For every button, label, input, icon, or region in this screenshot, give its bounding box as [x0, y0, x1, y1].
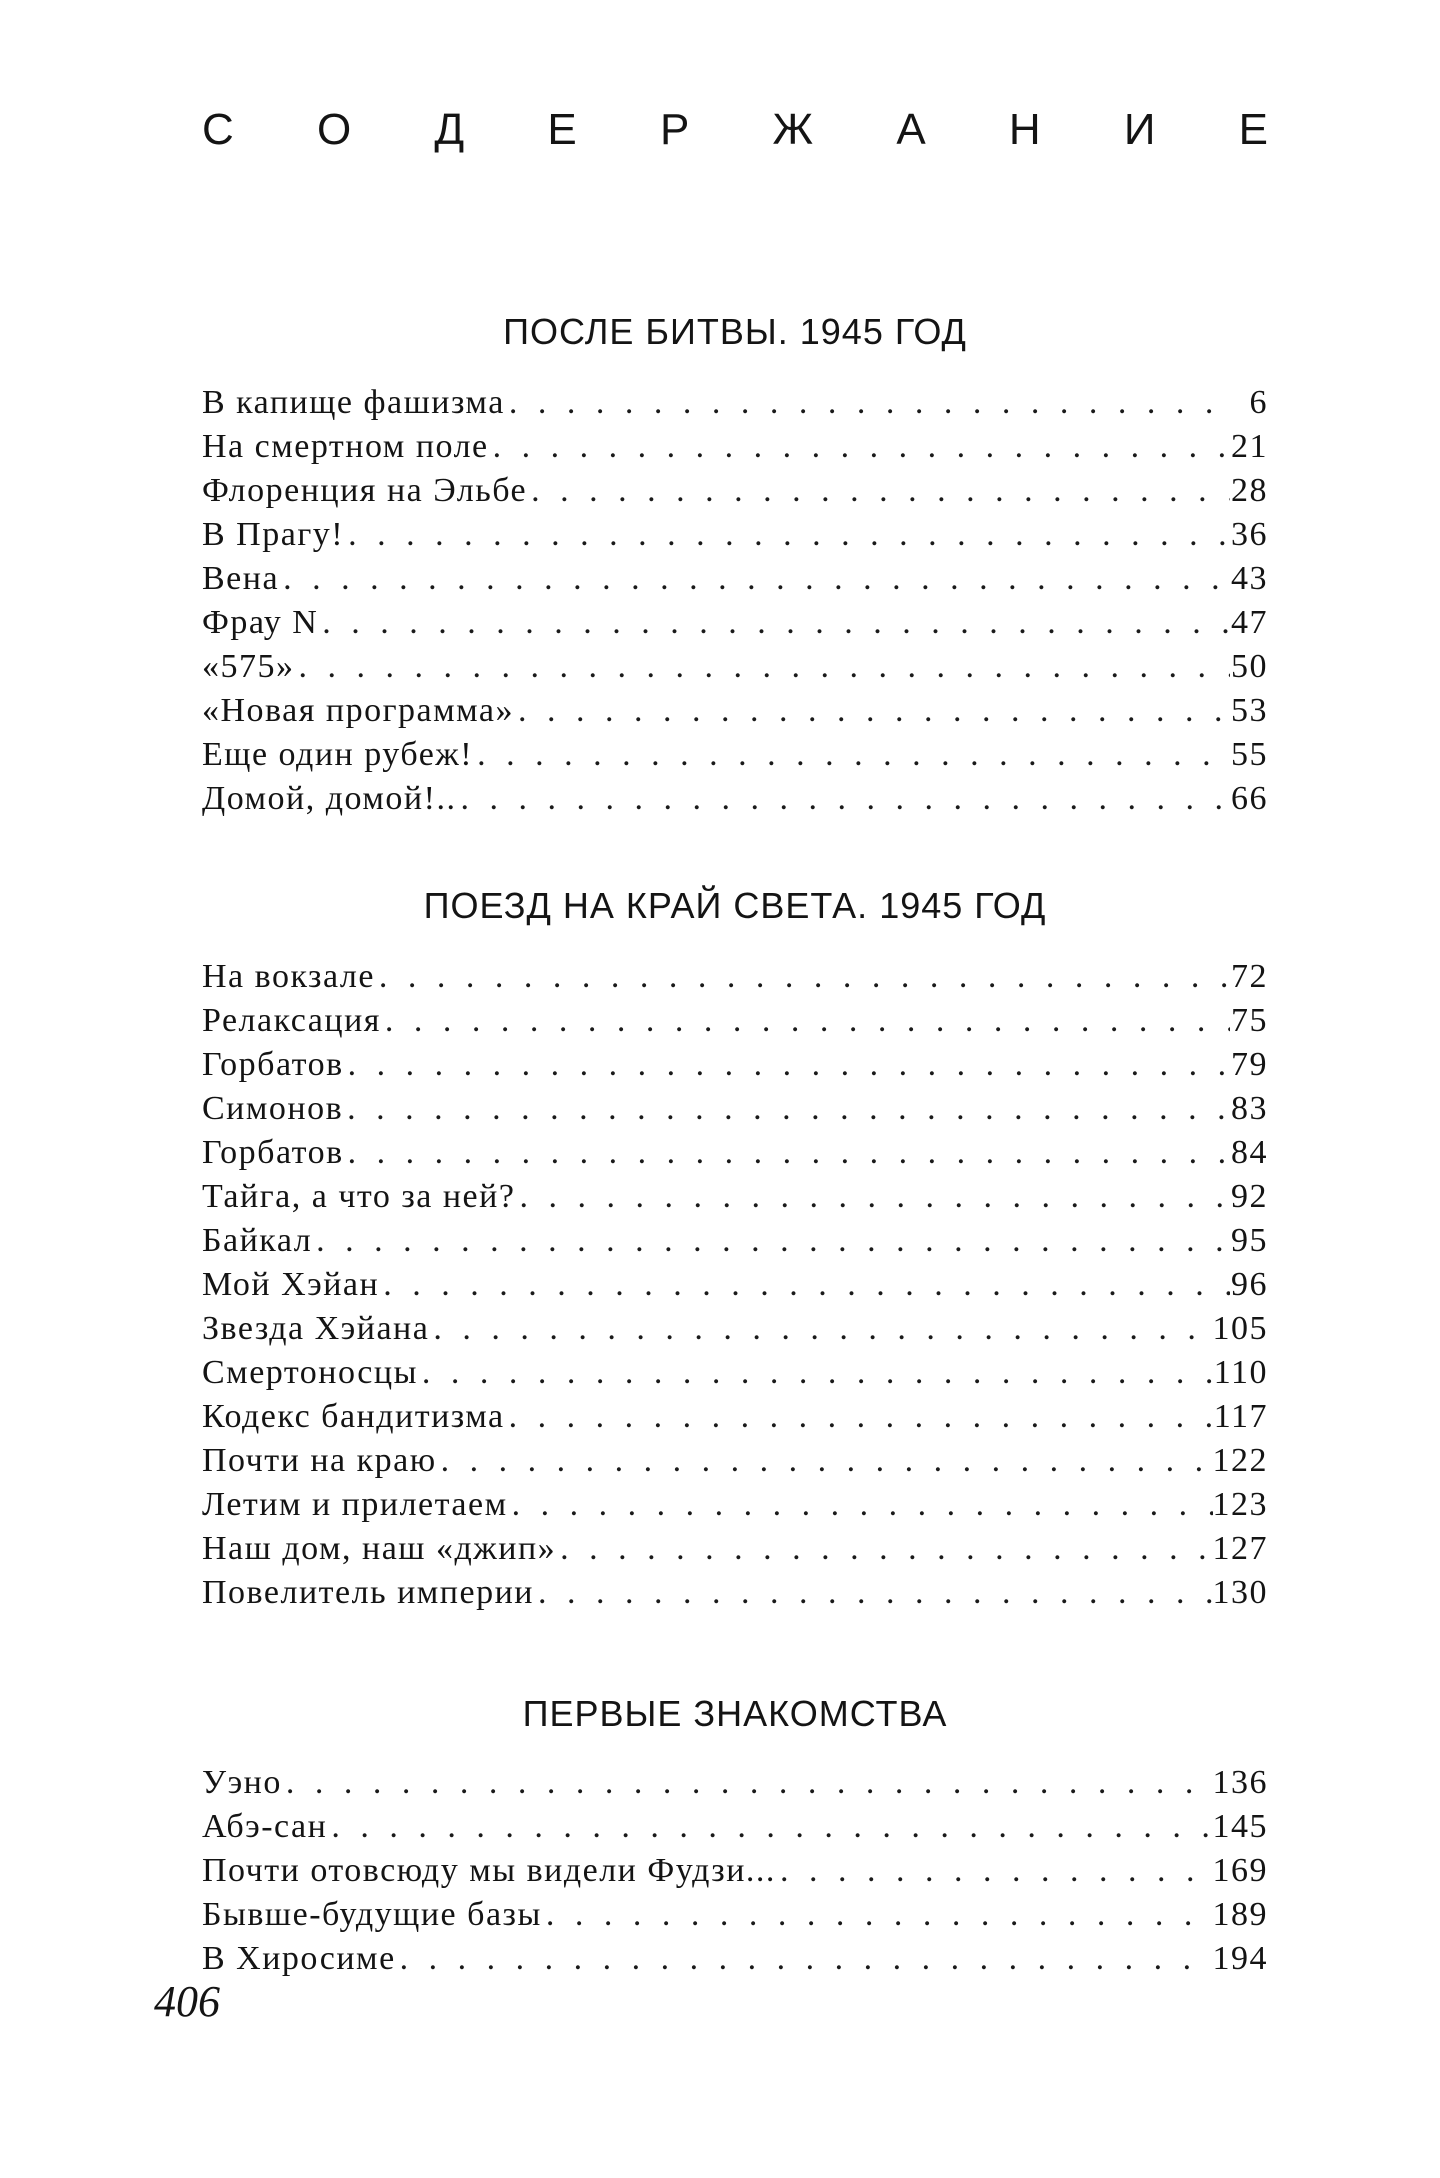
toc-entry	[202, 689, 1268, 733]
toc-entry	[202, 1263, 1268, 1307]
page-number: 406	[154, 1977, 220, 2026]
dot-leader	[429, 1307, 1212, 1351]
toc-entry	[202, 1761, 1268, 1805]
toc-entry-title: Симонов	[202, 1090, 344, 1127]
dot-leader	[343, 1087, 1230, 1131]
dot-leader	[396, 1937, 1213, 1981]
page-title-letter: Ж	[772, 105, 814, 154]
dot-leader	[437, 1439, 1213, 1483]
toc-entry-title: Флоренция на Эльбе	[202, 472, 528, 509]
dot-leader	[505, 381, 1230, 425]
toc-entry-title: Вена	[202, 560, 280, 597]
toc-entry-title: Еще один рубеж!	[202, 736, 474, 773]
dot-leader	[473, 733, 1230, 777]
toc-entry	[202, 955, 1268, 999]
dot-leader	[282, 1761, 1213, 1805]
dot-leader	[379, 1263, 1230, 1307]
toc-entry	[202, 1175, 1268, 1219]
toc-entry-title: Звезда Хэйана	[202, 1310, 430, 1347]
toc-entry-page: 55	[1231, 736, 1268, 773]
toc-entry-title: Смертоносцы	[202, 1354, 418, 1391]
toc-entry	[202, 1483, 1268, 1527]
toc-entry-page: 28	[1231, 472, 1268, 509]
toc-entry	[202, 1395, 1268, 1439]
toc-entry-page: 194	[1212, 1940, 1268, 1977]
toc-entry	[202, 1805, 1268, 1849]
dot-leader	[515, 1175, 1230, 1219]
toc-list	[202, 381, 1268, 821]
toc-entry-page: 169	[1212, 1852, 1268, 1889]
toc-entry-page: 36	[1231, 516, 1268, 553]
dot-leader	[375, 955, 1230, 999]
toc-entry-page: 83	[1231, 1090, 1268, 1127]
toc-entry-title: Горбатов	[202, 1134, 344, 1171]
page-title-letter: Н	[1008, 105, 1041, 154]
toc-entry	[202, 1043, 1268, 1087]
dot-leader	[344, 1131, 1230, 1175]
page-title-letter: Д	[434, 105, 465, 154]
toc-entry-title: В Прагу!	[202, 516, 345, 553]
toc-entry	[202, 1131, 1268, 1175]
toc-entry-title: Бывше-будущие базы	[202, 1896, 542, 1933]
toc-entry-page: 117	[1213, 1398, 1268, 1435]
toc-entry-title: Повелитель империи	[202, 1574, 534, 1611]
dot-leader	[295, 645, 1231, 689]
dot-leader	[381, 999, 1230, 1043]
toc-entry	[202, 601, 1268, 645]
toc-entry-title: Летим и прилетаем	[202, 1486, 508, 1523]
toc-entry-title: В капище фашизма	[202, 384, 505, 421]
toc-entry	[202, 1439, 1268, 1483]
toc-entry	[202, 469, 1268, 513]
toc-entry-page: 53	[1231, 692, 1268, 729]
toc-entry	[202, 513, 1268, 557]
dot-leader	[327, 1805, 1212, 1849]
dot-leader	[318, 601, 1230, 645]
toc-entry	[202, 557, 1268, 601]
toc-entry-page: 92	[1231, 1178, 1268, 1215]
toc-entry	[202, 1087, 1268, 1131]
toc-entry-page: 110	[1213, 1354, 1268, 1391]
toc-entry-page: 72	[1231, 958, 1268, 995]
toc-entry	[202, 1527, 1268, 1571]
toc-entry-page: 75	[1231, 1002, 1268, 1039]
toc-entry-page: 21	[1231, 428, 1268, 465]
toc-entry-title: «Новая программа»	[202, 692, 515, 729]
dot-leader	[542, 1893, 1213, 1937]
toc-entry	[202, 381, 1268, 425]
dot-leader	[505, 1395, 1214, 1439]
toc-entry-page: 95	[1231, 1222, 1268, 1259]
toc-entry	[202, 733, 1268, 777]
toc-entry-title: Уэно	[202, 1764, 282, 1801]
toc-entry-page: 105	[1212, 1310, 1268, 1347]
dot-leader	[279, 557, 1230, 601]
page-title-letter: Е	[1238, 105, 1268, 154]
page-title-letter: Р	[659, 105, 690, 154]
dot-leader	[489, 425, 1230, 469]
dot-leader	[456, 777, 1230, 821]
toc-entry	[202, 1893, 1268, 1937]
dot-leader	[344, 513, 1230, 557]
toc-entry-page: 123	[1212, 1486, 1268, 1523]
toc-entry-title: В Хиросиме	[202, 1940, 396, 1977]
toc-entry-page: 122	[1212, 1442, 1268, 1479]
dot-leader	[312, 1219, 1230, 1263]
toc-entry	[202, 425, 1268, 469]
section-heading: ПОЕЗД НА КРАЙ СВЕТА. 1945 ГОД	[423, 885, 1047, 926]
toc-entry-page: 47	[1231, 604, 1268, 641]
dot-leader	[418, 1351, 1214, 1395]
page-title-letter: А	[896, 105, 926, 154]
toc-entry-page: 66	[1231, 780, 1268, 817]
section-heading: ПОСЛЕ БИТВЫ. 1945 ГОД	[503, 311, 967, 352]
page-title-letter: Е	[547, 105, 577, 154]
toc-entry	[202, 1351, 1268, 1395]
dot-leader	[514, 689, 1230, 733]
toc-entry-page: 79	[1231, 1046, 1268, 1083]
toc-entry-title: Фрау N	[202, 604, 319, 641]
dot-leader	[776, 1849, 1213, 1893]
page-title-letter: С	[202, 105, 234, 154]
toc-entry-title: Мой Хэйан	[202, 1266, 380, 1303]
page-title-letter: И	[1123, 105, 1156, 154]
toc-entry-page: 127	[1212, 1530, 1268, 1567]
toc-entry-page: 50	[1231, 648, 1268, 685]
toc-entry-title: Релаксация	[202, 1002, 381, 1039]
dot-leader	[556, 1527, 1212, 1571]
toc-entry-page: 130	[1212, 1574, 1268, 1611]
toc-entry-title: Кодекс бандитизма	[202, 1398, 505, 1435]
toc-entry-page: 145	[1212, 1808, 1268, 1845]
toc-entry	[202, 645, 1268, 689]
toc-entry-page: 6	[1249, 384, 1268, 421]
toc-entry-title: На смертном поле	[202, 428, 489, 465]
toc-entry	[202, 777, 1268, 821]
toc-entry	[202, 1219, 1268, 1263]
toc-entry-title: На вокзале	[202, 958, 375, 995]
toc-entry-page: 84	[1231, 1134, 1268, 1171]
toc-entry	[202, 999, 1268, 1043]
toc-list	[202, 1761, 1268, 1981]
toc-entry	[202, 1307, 1268, 1351]
toc-entry-title: «575»	[202, 648, 295, 685]
page-title-letter: О	[316, 105, 352, 154]
dot-leader	[527, 469, 1230, 513]
toc-entry-title: Наш дом, наш «джип»	[202, 1530, 557, 1567]
toc-entry-page: 96	[1231, 1266, 1268, 1303]
toc-entry-page: 43	[1231, 560, 1268, 597]
toc-entry	[202, 1937, 1268, 1981]
page-title	[202, 100, 1268, 160]
toc-entry	[202, 1571, 1268, 1615]
toc-entry-title: Байкал	[202, 1222, 313, 1259]
toc-entry-title: Почти отовсюду мы видели Фудзи...	[202, 1852, 776, 1889]
dot-leader	[534, 1571, 1213, 1615]
toc-entry-page: 189	[1212, 1896, 1268, 1933]
dot-leader	[508, 1483, 1213, 1527]
dot-leader	[344, 1043, 1230, 1087]
section-heading: ПЕРВЫЕ ЗНАКОМСТВА	[522, 1693, 948, 1734]
toc-entry-title: Абэ-сан	[202, 1808, 328, 1845]
toc-entry-title: Горбатов	[202, 1046, 344, 1083]
toc-list	[202, 955, 1268, 1615]
toc-entry-title: Домой, домой!..	[202, 780, 457, 817]
toc-entry-title: Тайга, а что за ней?	[202, 1178, 516, 1215]
toc-entry	[202, 1849, 1268, 1893]
toc-entry-title: Почти на краю	[202, 1442, 437, 1479]
toc-entry-page: 136	[1212, 1764, 1268, 1801]
